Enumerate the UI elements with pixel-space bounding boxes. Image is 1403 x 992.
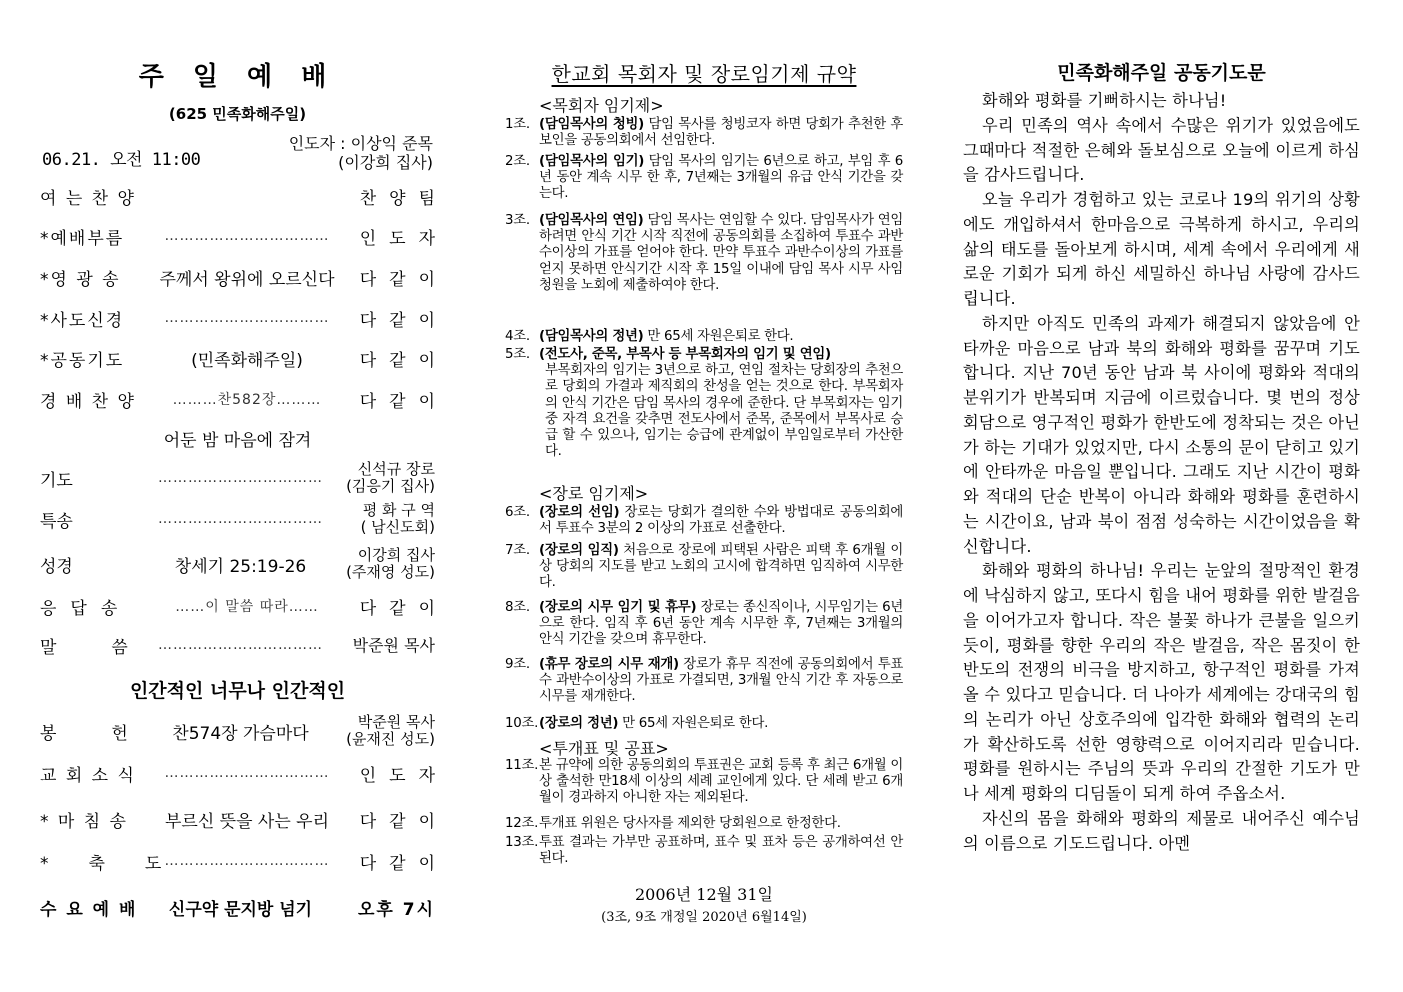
prayer-paragraph: 우리 민족의 역사 속에서 수많은 위기가 있었음에도 그때마다 적절한 은혜와 돌보심으로 오늘에 이르게 하심을 감사드립니다. xyxy=(963,115,1360,185)
prayer-paragraph: 오늘 우리가 경험하고 있는 코로나 19의 위기의 상황에도 개입하셔서 한마음으로 극복하게 하시고, 우리의 삶의 태도를 돌아보게 하시며, 세계 속에서 우리에게 새로운 기회가 되게 하신 세밀하신 하나님 사랑에 감사드립니다. xyxy=(963,190,1360,308)
article-number: 12조. xyxy=(505,816,539,831)
article-4 xyxy=(505,329,903,345)
scripture-reference: 창세기 25:19-26 xyxy=(174,556,307,577)
order-label: 봉헌 xyxy=(40,723,183,744)
order-item-scripture xyxy=(40,546,435,582)
order-item-call-to-worship xyxy=(40,221,448,251)
article-1 xyxy=(505,117,903,149)
dot-leader: …………………………… xyxy=(158,470,323,486)
order-item-benediction xyxy=(40,846,448,876)
order-item-special-song xyxy=(40,501,435,537)
article-text: 투개표 위원은 당사자를 제외한 당회원으로 한정한다. xyxy=(539,816,841,831)
person-secondary: (김응기 집사) xyxy=(346,477,435,495)
prayer-paragraph: 자신의 몸을 화해와 평화의 제물로 내어주신 예수님의 이름으로 기도드립니다. 아멘 xyxy=(963,808,1360,853)
order-person: 다같이 xyxy=(359,310,448,331)
prayer-title: 민족화해주일 공동기도문 xyxy=(1057,62,1266,84)
article-text: 처음으로 장로에 피택된 사람은 피택 후 6개월 이상 당회의 지도를 받고 노회의 고시에 합격하면 임직하여 시무한다. xyxy=(539,543,903,591)
person-secondary: (윤재진 성도) xyxy=(346,730,435,748)
dot-leader: …………………………… xyxy=(164,228,330,244)
leader-name: 인도자 : 이상익 준목 xyxy=(288,134,433,153)
order-person: 인도자 xyxy=(359,228,448,249)
worship-title: 주 일 예 배 xyxy=(138,62,337,92)
order-person xyxy=(345,714,435,748)
article-heading: (휴무 장로의 시무 재개) xyxy=(539,657,679,672)
article-text: 부목회자의 임기는 3년으로 하고, 연임 절차는 당회장의 추천으로 당회의 가결과 제직회의 찬성을 얻는 것으로 한다. 부목회자의 안식 기간은 담임 목사의 경우에 준한다. 단 부목회자는 임기 중 자격 요건을 갖추면 전도사에서 준목, 준목에서 부목사로 승급 할 수 있으나, 임기는 승급에 관계없이 부임일로부터 가산한다. xyxy=(545,363,903,460)
section-voting: <투개표 및 공표> xyxy=(539,739,669,758)
article-number: 4조. xyxy=(505,329,530,344)
article-10 xyxy=(505,716,903,732)
order-detail: 찬574장 가슴마다 xyxy=(172,723,309,744)
order-item-worship-hymn xyxy=(40,384,448,414)
order-person: 다같이 xyxy=(359,391,448,412)
order-item-closing-hymn xyxy=(40,804,448,834)
order-person: 다같이 xyxy=(359,853,448,874)
article-text: 만 65세 자원은퇴로 한다. xyxy=(618,716,769,731)
order-detail: ……이 말씀 따라…… xyxy=(175,599,319,615)
prayer-paragraph: 화해와 평화의 하나님! 우리는 눈앞의 절망적인 환경에 낙심하지 않고, 또다시 힘을 내어 평화를 위한 발걸음을 이어가고자 합니다. 작은 불꽃 하나가 큰불을 일으키듯이, 평화를 향한 우리의 작은 발걸음, 작은 몸짓이 한반도의 전쟁의 비극을 방지하고, 항구적인 평화를 가져올 수 있다고 믿습니다. 더 나아가 세계에는 강대국의 힘의 논리가 아닌 상호주의에 입각한 화해와 협력의 논리가 확산하도록 선한 영향력으로 이어지리라 믿습니다. 평화를 원하시는 주님의 뜻과 우리의 간절한 기도가 만나 세계 평화의 디딤돌이 되게 하여 주옵소서. xyxy=(963,561,1360,803)
article-number: 1조. xyxy=(505,117,530,132)
article-text: 담임 목사는 연임할 수 있다. 담임목사가 연임 하려면 안식 기간 시작 직전에 공동의회를 소집하여 투표수 과반수이상의 가표를 얻어야 한다. 만약 투표수 과반수이상의 가표를 얻지 못하면 안식기간 시작 후 15일 이내에 담임 목사 시무 사임 청원을 노회에 제출하여야 한다. xyxy=(539,213,903,293)
person-primary: 신석규 장로 xyxy=(357,460,435,478)
order-person xyxy=(345,461,435,495)
person-primary: 박준원 목사 xyxy=(357,713,435,731)
article-9 xyxy=(505,657,903,706)
article-text: 장로는 당회가 결의한 수와 방법대로 공동의회에서 투표수 3분의 2 이상의 가표로 선출한다. xyxy=(539,505,903,537)
dot-leader: …………………………… xyxy=(164,765,330,781)
order-detail: (민족화해주일) xyxy=(191,350,303,371)
article-2 xyxy=(505,154,903,203)
bylaws-date: 2006년 12월 31일 xyxy=(635,885,773,904)
order-label: 경 배 찬 양 xyxy=(40,391,136,412)
worship-datetime: 06.21. 오전 11:00 xyxy=(42,150,201,170)
article-6 xyxy=(505,505,903,537)
article-text: 본 규약에 의한 공동의회의 투표권은 교회 등록 후 최근 6개월 이상 출석한 만18세 이상의 세례 교인에게 있다. 단 세례 받고 6개월이 경과하지 아니한 자는 제외된다. xyxy=(539,758,903,806)
order-label: * 마 침 송 xyxy=(40,811,128,832)
article-13 xyxy=(505,835,903,867)
person-secondary: (주재영 성도) xyxy=(346,563,435,581)
bylaws-title: 한교회 목회자 및 장로임기제 규약 xyxy=(551,62,857,86)
order-detail: 부르신 뜻을 사는 우리 xyxy=(164,811,329,832)
order-label-text: 성경 xyxy=(40,556,73,577)
order-label: 교 회 소 식 xyxy=(40,765,136,786)
order-label xyxy=(40,552,136,577)
order-item-church-news xyxy=(40,758,448,788)
order-item-offering xyxy=(40,713,435,749)
article-number: 10조. xyxy=(505,716,539,731)
article-text: 만 65세 자원은퇴로 한다. xyxy=(643,329,794,344)
order-item-response-song xyxy=(40,591,448,621)
order-item-sermon xyxy=(40,630,435,660)
order-detail: 주께서 왕위에 오르신다 xyxy=(159,269,335,290)
order-item-opening-praise xyxy=(40,181,448,211)
article-8 xyxy=(505,600,903,649)
order-person: 찬양팀 xyxy=(359,188,448,209)
prayer-body xyxy=(963,89,1360,856)
article-heading: (담임목사의 청빙) xyxy=(539,117,644,132)
wednesday-label: 수 요 예 배 xyxy=(40,899,138,920)
article-heading: (장로의 선임) xyxy=(539,505,620,520)
order-label: *공동기도 xyxy=(40,350,125,371)
article-5 xyxy=(505,347,903,460)
order-label-text: 기도 xyxy=(40,470,73,491)
order-person: 박준원 목사 xyxy=(352,635,435,655)
article-number: 9조. xyxy=(505,657,530,672)
worship-subtitle: (625 민족화해주일) xyxy=(168,105,307,123)
dot-leader: …………………………… xyxy=(164,853,330,869)
article-text: 투표 결과는 가부만 공표하며, 표수 및 표차 등은 공개하여선 안된다. xyxy=(539,835,903,867)
section-pastor-term: <목회자 임기제> xyxy=(539,96,664,115)
dot-leader: …………………………… xyxy=(158,637,323,653)
order-label xyxy=(40,466,136,491)
article-number: 5조. xyxy=(505,347,530,362)
article-7 xyxy=(505,543,903,592)
person-secondary: ( 남신도회) xyxy=(360,518,435,536)
prayer-paragraph: 화해와 평화를 기뻐하시는 하나님! xyxy=(982,91,1227,110)
order-person: 다같이 xyxy=(359,269,448,290)
article-number: 11조. xyxy=(505,758,539,773)
article-heading: (담임목사의 연임) xyxy=(539,213,644,228)
article-number: 13조. xyxy=(505,835,539,850)
article-heading: (장로의 임직) xyxy=(539,543,619,558)
order-label xyxy=(40,507,136,532)
order-item-common-prayer xyxy=(40,343,448,373)
order-label: *영 광 송 xyxy=(40,269,121,290)
order-person xyxy=(345,547,435,581)
order-person: 인도자 xyxy=(359,765,448,786)
section-elder-term: <장로 임기제> xyxy=(539,484,649,503)
article-text: 담임 목사의 임기는 6년으로 하고, 부임 후 6년 동안 계속 시무 한 후, 7년째는 3개월의 유급 안식 기간을 갖는다. xyxy=(539,154,903,202)
order-label: *사도신경 xyxy=(40,310,125,331)
article-number: 8조. xyxy=(505,600,530,615)
person-primary: 평 화 구 역 xyxy=(362,501,435,519)
bylaws-revision-note: (3조, 9조 개정일 2020년 6월14일) xyxy=(601,910,807,925)
order-person xyxy=(345,502,435,536)
prayer-paragraph: 하지만 아직도 민족의 과제가 해결되지 않았음에 안타까운 마음으로 남과 북의 화해와 평화를 꿈꾸며 기도합니다. 지난 70년 동안 남과 북 사이에 평화와 적대의 분위기가 반복되며 지금에 이르렀습니다. 몇 번의 정상회담으로 영구적인 평화가 한반도에 정착되는 것은 아닌가 하는 기대가 있었지만, 다시 소통의 문이 닫히고 있기에 안타까운 마음일 뿐입니다. 그래도 지난 시간이 평화와 적대의 단순 반복이 아니라 화해와 평화를 훈련하시는 시간이요, 남과 북이 점점 성숙하는 시간이었음을 확신합니다. xyxy=(963,313,1360,556)
order-label-text: 특송 xyxy=(40,511,73,532)
order-label: *예배부름 xyxy=(40,228,125,249)
worship-hymn-title: 어둔 밤 마음에 잠겨 xyxy=(163,431,312,451)
order-item-prayer xyxy=(40,460,435,496)
order-person: 다같이 xyxy=(359,350,448,371)
order-label: *축도 xyxy=(40,853,202,874)
article-text: 장로가 휴무 직전에 공동의회에서 투표수 과반수이상의 가표로 가결되면, 3개월 안식 기간 후 자동으로 시무를 재개한다. xyxy=(539,657,903,705)
article-heading: (장로의 정년) xyxy=(539,716,619,731)
article-11 xyxy=(505,758,903,807)
order-item-apostles-creed xyxy=(40,303,448,333)
dot-leader: …………………………… xyxy=(158,511,323,527)
order-detail: ………찬582장……… xyxy=(172,392,322,408)
person-primary: 이강희 집사 xyxy=(357,546,435,564)
article-12 xyxy=(505,816,903,832)
article-heading: (장로의 시무 임기 및 휴무) xyxy=(539,600,697,615)
article-number: 7조. xyxy=(505,543,530,558)
article-heading: (전도사, 준목, 부목사 등 부목회자의 임기 및 연임) xyxy=(539,347,831,362)
order-item-gloria xyxy=(40,262,448,292)
article-number: 2조. xyxy=(505,154,530,169)
article-3 xyxy=(505,213,903,294)
article-number: 6조. xyxy=(505,505,530,520)
worship-leader xyxy=(289,134,433,172)
order-label: 여 는 찬 양 xyxy=(40,188,136,209)
wednesday-title: 신구약 문지방 넘기 xyxy=(168,899,313,920)
article-text: 담임 목사를 청빙코자 하면 당회가 추천한 후보인을 공동의회에서 선임한다. xyxy=(539,117,903,149)
article-number: 3조. xyxy=(505,213,530,228)
article-heading: (담임목사의 정년) xyxy=(539,329,644,344)
dot-leader: …………………………… xyxy=(164,310,330,326)
order-label: 응답송 xyxy=(40,598,132,619)
wednesday-time: 오후 7시 xyxy=(357,899,435,920)
order-person: 다같이 xyxy=(359,811,448,832)
leader-assistant: (이강희 집사) xyxy=(338,153,433,172)
article-heading: (담임목사의 임기) xyxy=(539,154,645,169)
order-person: 다같이 xyxy=(359,598,448,619)
article-text: 장로는 종신직이나, 시무임기는 6년으로 한다. 임직 후 6년 동안 계속 시무한 후, 7년째는 3개월의 안식 기간을 갖으며 휴무한다. xyxy=(539,600,903,648)
wednesday-service xyxy=(40,892,435,922)
sermon-title: 인간적인 너무나 인간적인 xyxy=(129,680,346,702)
order-label: 말씀 xyxy=(40,637,183,658)
